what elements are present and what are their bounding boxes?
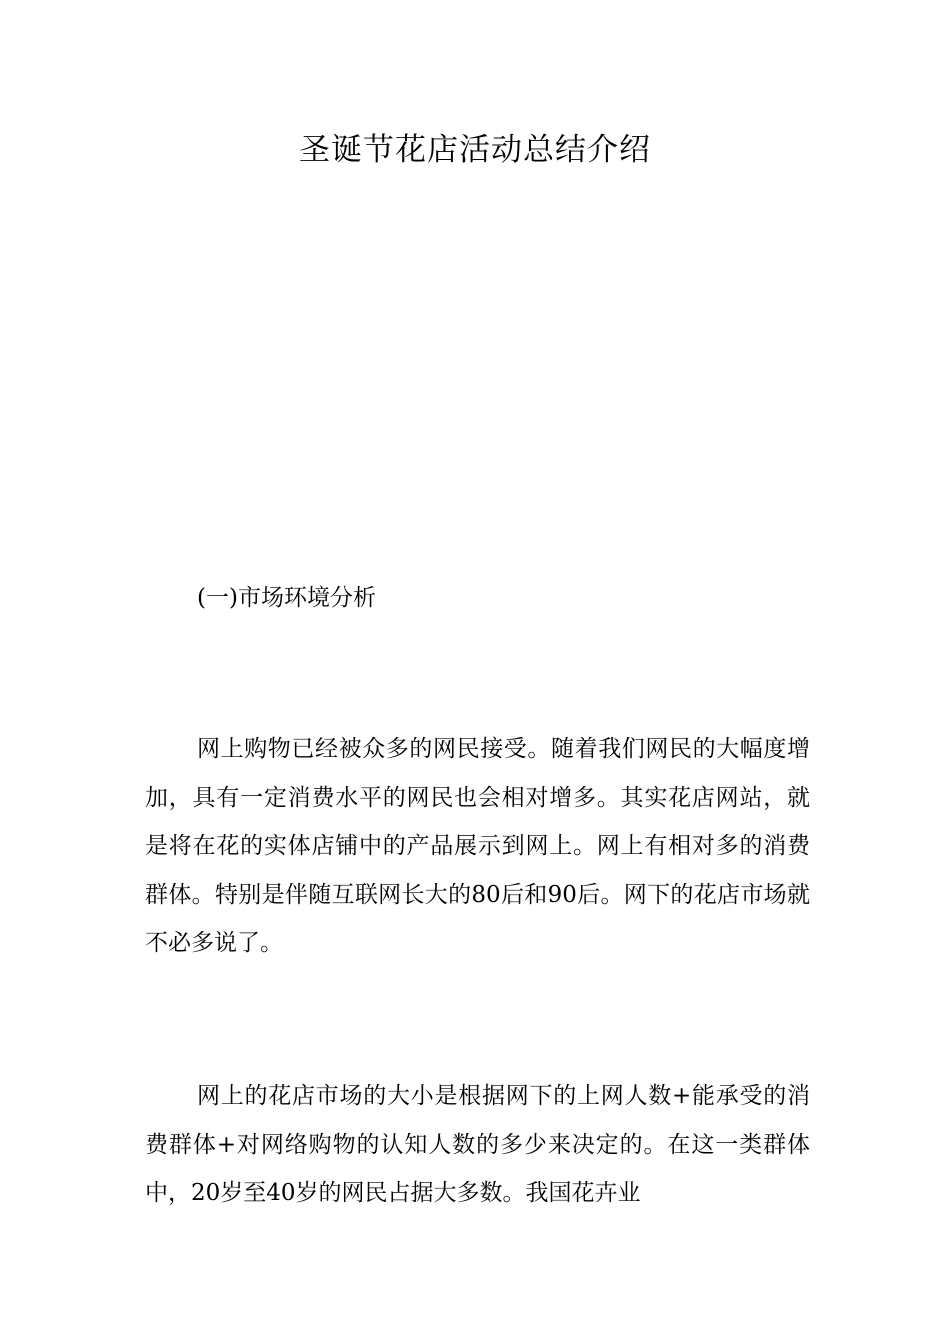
- body-paragraph: 网上的花店市场的大小是根据网下的上网人数+能承受的消费群体+对网络购物的认知人数的多少来决定的。在这一类群体中，20岁至40岁的网民占据大多数。我国花卉业: [145, 1083, 810, 1206]
- section-heading: (一)市场环境分析: [197, 585, 376, 611]
- document-title: 圣诞节花店活动总结介绍: [299, 132, 651, 168]
- body-paragraph: 网上购物已经被众多的网民接受。随着我们网民的大幅度增加，具有一定消费水平的网民也会相对增多。其实花店网站，就是将在花的实体店铺中的产品展示到网上。网上有相对多的消费群体。特别是伴随互联网长大的80后和90后。网下的花店市场就不必多说了。: [145, 736, 810, 956]
